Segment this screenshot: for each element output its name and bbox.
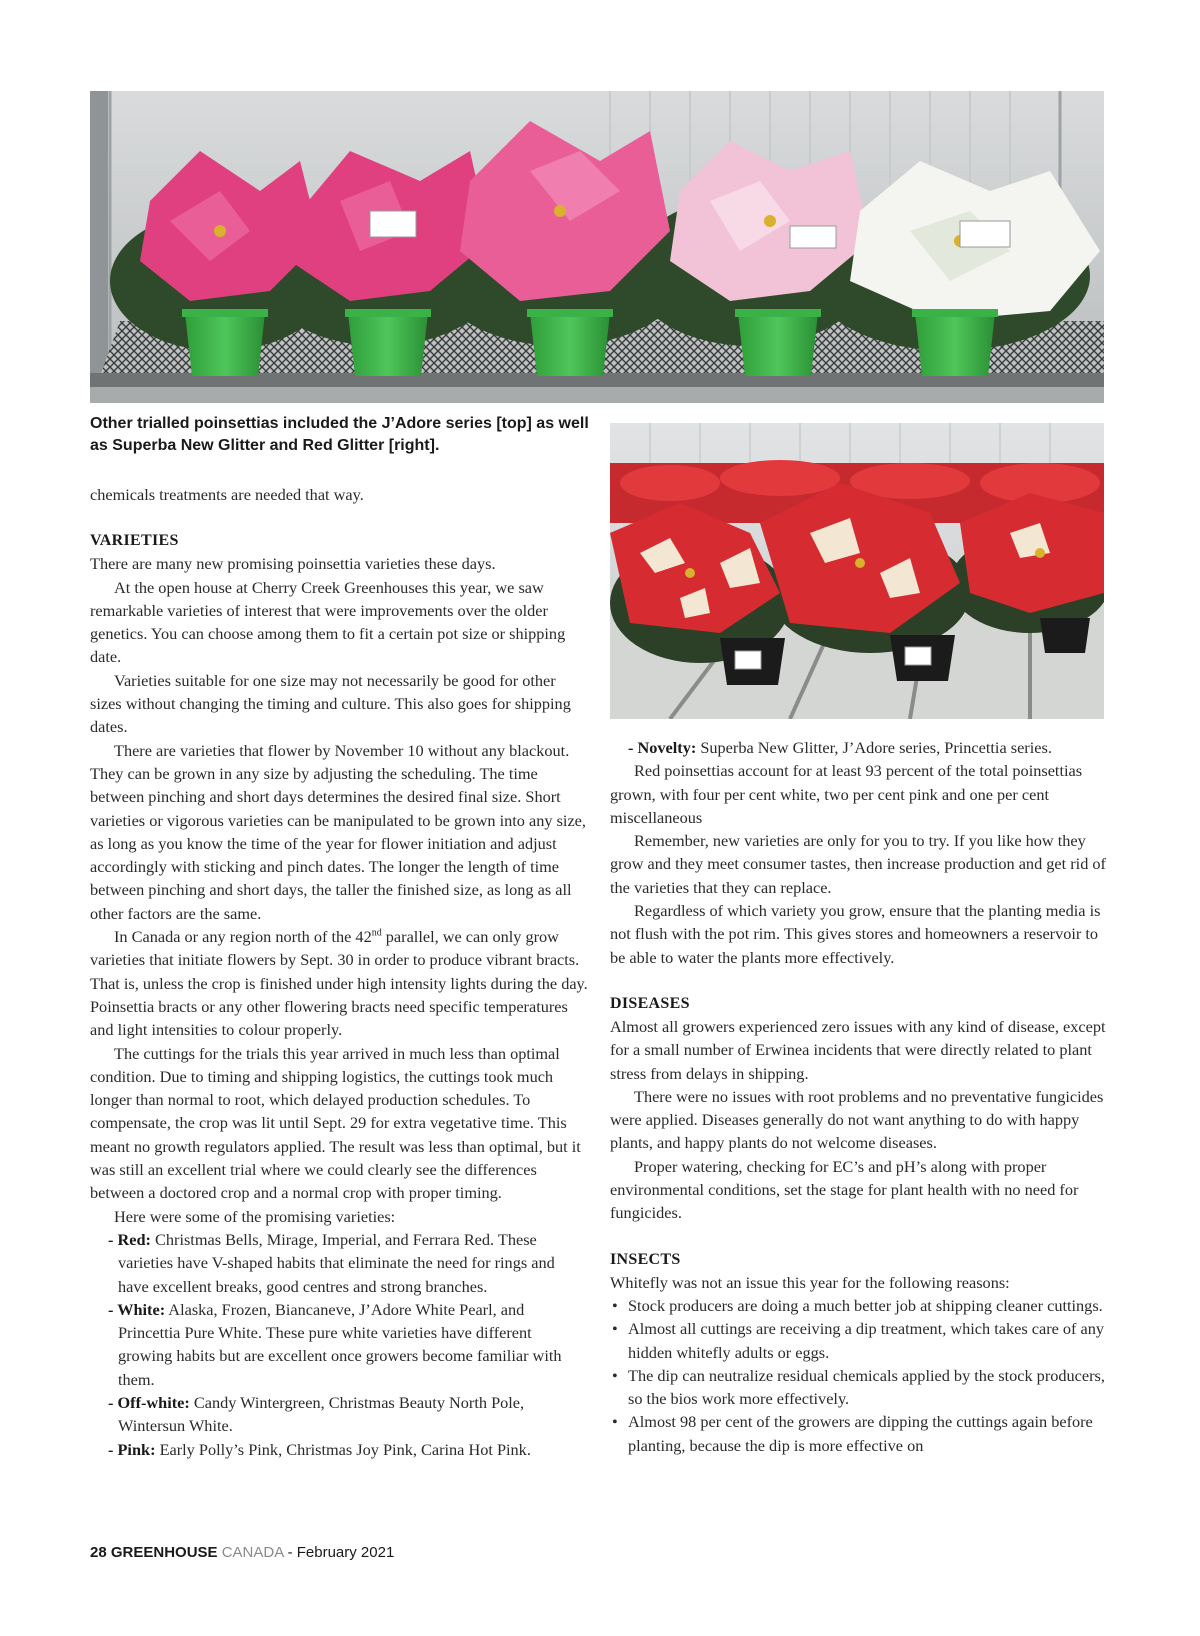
left-column xyxy=(90,483,588,1461)
right-column xyxy=(610,736,1106,1457)
list-item-label: - Pink: xyxy=(108,1439,156,1459)
photo-glitter-varieties xyxy=(610,423,1104,719)
list-item-text: Early Polly’s Pink, Christmas Joy Pink, Carina Hot Pink. xyxy=(155,1439,531,1459)
list-item: • Almost 98 per cent of the growers are dipping the cuttings again before planting, because the dip is more effective on xyxy=(610,1410,1106,1457)
page-number: 28 xyxy=(90,1544,107,1561)
varieties-p2: At the open house at Cherry Creek Greenhouses this year, we saw remarkable varieties of interest that were improvements over the older genetics. You can choose among them to fit a certain pot size or shipping date. xyxy=(90,577,566,667)
magazine-name-light: CANADA xyxy=(221,1544,284,1561)
poinsettia-photo-top xyxy=(90,91,1104,403)
varieties-p3: Varieties suitable for one size may not necessarily be good for other sizes without changing the timing and culture. This also goes for shipping dates. xyxy=(90,670,571,737)
varieties-p7: Here were some of the promising varieties: xyxy=(114,1206,396,1226)
heading-diseases: DISEASES xyxy=(610,994,690,1012)
diseases-p3: Proper watering, checking for EC’s and pH’s along with proper environmental conditions, set the stage for plant health with no need for fungicides. xyxy=(610,1156,1079,1223)
intro-text: chemicals treatments are needed that way. xyxy=(90,485,364,504)
list-item-text: Superba New Glitter, J’Adore series, Princettia series. xyxy=(696,738,1052,757)
issue-date: - February 2021 xyxy=(287,1544,395,1561)
list-item-label: - Off-white: xyxy=(108,1392,190,1412)
varieties-p6: The cuttings for the trials this year arrived in much less than optimal condition. Due to timing and shipping logistics, the cuttings took much longer than normal to root, which delayed production schedules. To compensate, the crop was lit until Sept. 29 for extra vegetative time. This meant no growth regulators applied. The result was less than optimal, but it was still an excellent trial where we could clearly see the differences between a doctored crop and a normal crop with proper timing. xyxy=(90,1043,581,1203)
poinsettia-photo-right xyxy=(610,423,1104,719)
varieties-p4: There are varieties that flower by November 10 without any blackout. They can be grown in any size by adjusting the scheduling. The time between pinching and short days determines the desired final size. Short varieties or vigorous varieties can be manipulated to be grown into any size, as long as you know the time of the year for flower initiation and adjust accordingly with sticking and pinch dates. The longer the length of time between pinching and short days, the taller the finished size, as long as all other factors are the same. xyxy=(90,740,586,923)
list-item-label: - Novelty: xyxy=(628,738,697,757)
varieties-p1: There are many new promising poinsettia varieties these days. xyxy=(90,554,496,574)
ordinal-sup: nd xyxy=(371,927,382,939)
photo-jadore-series xyxy=(90,91,1104,403)
list-item xyxy=(100,1298,588,1391)
varieties-p5-a: In Canada or any region north of the 42 xyxy=(114,927,372,947)
heading-insects: INSECTS xyxy=(610,1250,681,1268)
varieties-p9: Remember, new varieties are only for you to try. If you like how they grow and they meet consumer tastes, then increase production and get rid of the varieties that they can replace. xyxy=(610,831,1106,897)
magazine-name-bold: GREENHOUSE xyxy=(110,1544,218,1561)
heading-varieties: VARIETIES xyxy=(90,532,179,550)
page-footer xyxy=(90,1544,394,1561)
insects-p1: Whitefly was not an issue this year for the following reasons: xyxy=(610,1272,1010,1292)
list-item-label: - White: xyxy=(108,1299,166,1319)
photo-caption: Other trialled poinsettias included the J’Adore series [top] as well as Superba New Glitter and Red Glitter [right]. xyxy=(90,415,589,454)
list-item xyxy=(100,1391,588,1438)
varieties-p5 xyxy=(90,925,588,1041)
variety-list-continued xyxy=(610,736,1106,759)
varieties-p8: Red poinsettias account for at least 93 percent of the total poinsettias grown, with four per cent white, two per cent pink and one per cent miscellaneous xyxy=(610,761,1083,827)
diseases-p2: There were no issues with root problems and no preventative fungicides were applied. Diseases generally do not want anything to do with happy plants, and happy plants do not welcome diseases. xyxy=(610,1086,1104,1153)
diseases-p1: Almost all growers experienced zero issues with any kind of disease, except for a small number of Erwinea incidents that were directly related to plant stress from delays in shipping. xyxy=(610,1016,1106,1083)
list-item-text: Candy Wintergreen, Christmas Beauty North Pole, Wintersun White. xyxy=(118,1392,525,1436)
list-item xyxy=(100,1228,588,1298)
list-item-label: - Red: xyxy=(108,1229,151,1249)
variety-list xyxy=(90,1228,588,1461)
list-item xyxy=(620,736,1106,759)
list-item-text: Christmas Bells, Mirage, Imperial, and Ferrara Red. These varieties have V-shaped habits that eliminate the need for rings and have excellent breaks, good centres and strong branches. xyxy=(118,1229,555,1296)
list-item: • The dip can neutralize residual chemicals applied by the stock producers, so the bios work more effectively. xyxy=(610,1364,1106,1411)
list-item xyxy=(100,1438,588,1461)
varieties-p10: Regardless of which variety you grow, ensure that the planting media is not flush with the pot rim. This gives stores and homeowners a reservoir to be able to water the plants more effectively. xyxy=(610,901,1101,967)
insects-bullet-list xyxy=(610,1294,1106,1457)
list-item-text: Alaska, Frozen, Biancaneve, J’Adore White Pearl, and Princettia Pure White. These pure white varieties have different growing habits but are excellent once growers become familiar with them. xyxy=(118,1299,562,1389)
list-item: • Almost all cuttings are receiving a dip treatment, which takes care of any hidden whitefly adults or eggs. xyxy=(610,1317,1106,1364)
list-item: • Stock producers are doing a much better job at shipping cleaner cuttings. xyxy=(610,1294,1106,1317)
varieties-p5-b: parallel, we can only grow varieties that initiate flowers by Sept. 30 in order to produce vibrant bracts. That is, unless the crop is finished under high intensity lights during the day. Poinsettia bracts or any other flowering bracts need specific temperatures and light intensities to colour properly. xyxy=(90,927,588,1040)
